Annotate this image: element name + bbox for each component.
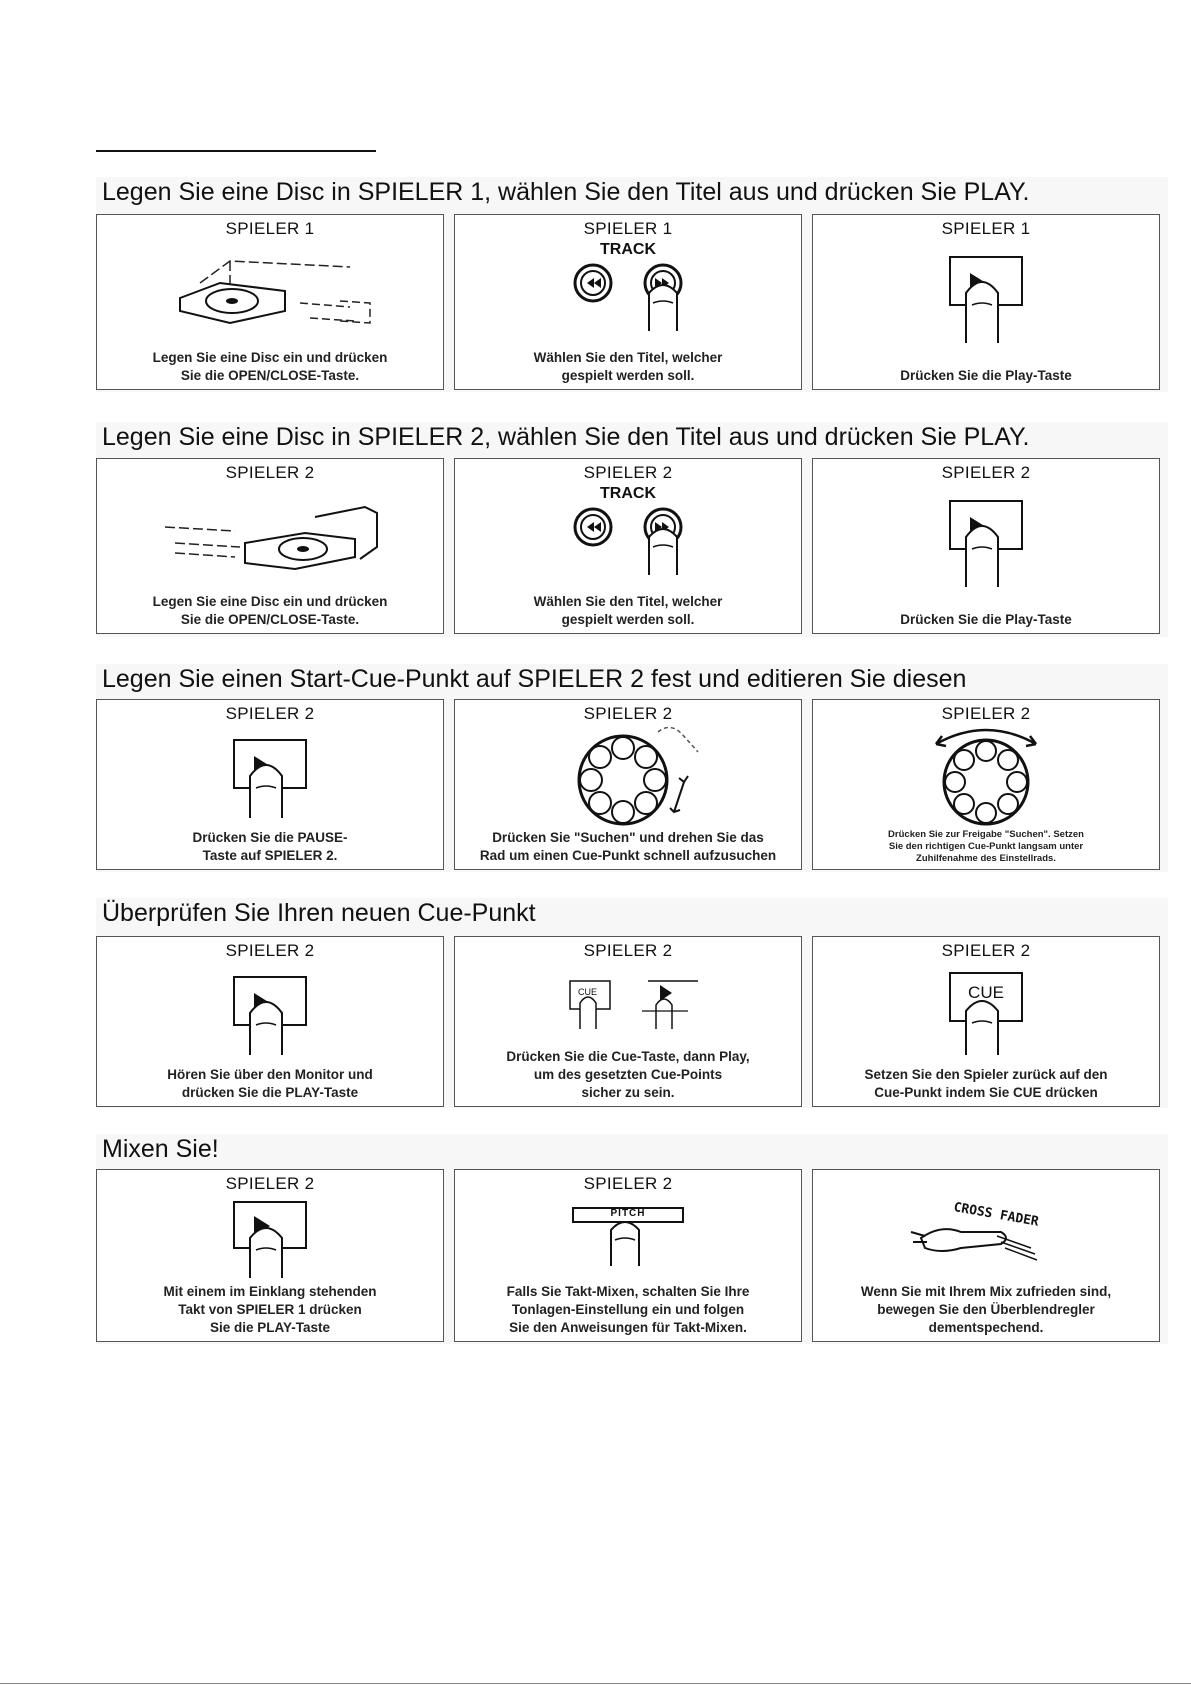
panel-title: SPIELER 2 <box>583 1174 673 1193</box>
section-5 <box>96 1134 1168 1344</box>
panel-caption: Drücken Sie die Play-Taste <box>900 368 1072 383</box>
panel <box>454 1169 802 1342</box>
panel-title: SPIELER 2 <box>941 941 1031 960</box>
panel-caption: Drücken Sie die Play-Taste <box>900 612 1072 627</box>
disc-tray-icon <box>97 487 443 582</box>
panel <box>812 458 1160 634</box>
section-title: Mixen Sie! <box>102 1135 219 1163</box>
panel <box>812 936 1160 1107</box>
play-button-icon <box>813 487 1159 587</box>
panel-title: SPIELER 2 <box>583 463 673 482</box>
panel-caption: Hören Sie über den Monitor und drücken Sie die PLAY-Taste <box>167 1067 373 1100</box>
panel-title: SPIELER 2 <box>225 941 315 960</box>
section-title: Legen Sie eine Disc in SPIELER 2, wählen Sie den Titel aus und drücken Sie PLAY. <box>102 423 1030 451</box>
bottom-rule <box>0 1683 1191 1684</box>
cue-play-icon <box>455 969 801 1039</box>
panel-title: SPIELER 2 <box>941 704 1031 723</box>
play-button-icon <box>813 243 1159 343</box>
panel-title: SPIELER 2 <box>225 1174 315 1193</box>
panel <box>96 936 444 1107</box>
panel-title: SPIELER 2 <box>583 704 673 723</box>
panel <box>454 214 802 390</box>
section-title: Legen Sie einen Start-Cue-Punkt auf SPIELER 2 fest und editieren Sie diesen <box>102 665 967 693</box>
section-3 <box>96 664 1168 872</box>
disc-tray-icon <box>97 243 443 338</box>
cue-button-icon <box>813 965 1159 1055</box>
panel-caption: Legen Sie eine Disc ein und drücken Sie die OPEN/CLOSE-Taste. <box>152 594 388 627</box>
track-label: TRACK <box>600 241 656 258</box>
panel-caption: Wählen Sie den Titel, welcher gespielt werden soll. <box>533 594 723 627</box>
panel <box>454 936 802 1107</box>
panel <box>812 699 1160 870</box>
section-1 <box>96 177 1168 392</box>
panel <box>96 699 444 870</box>
section-4 <box>96 898 1168 1108</box>
top-rule <box>96 150 376 152</box>
jog-wheel-icon <box>813 722 1159 830</box>
track-buttons-icon <box>455 241 801 331</box>
panel <box>454 458 802 634</box>
pitch-button-icon <box>455 1200 801 1266</box>
panel <box>812 1169 1160 1342</box>
panel-title: SPIELER 1 <box>583 219 673 238</box>
track-label: TRACK <box>600 485 656 502</box>
section-2 <box>96 422 1168 637</box>
panel-caption: Wählen Sie den Titel, welcher gespielt werden soll. <box>533 350 723 383</box>
panel-caption: Drücken Sie die Cue-Taste, dann Play, um des gesetzten Cue-Points sicher zu sein. <box>506 1049 750 1100</box>
panel-caption: Drücken Sie zur Freigabe "Suchen". Setzen Sie den richtigen Cue-Punkt langsam unter Zuhilfenahme des Einstellrads. <box>888 829 1084 864</box>
section-title: Überprüfen Sie Ihren neuen Cue-Punkt <box>102 899 536 927</box>
svg-text:CUE: CUE <box>578 987 598 997</box>
panel-caption: Drücken Sie "Suchen" und drehen Sie das Rad um einen Cue-Punkt schnell aufzusuchen <box>479 830 777 863</box>
panel-caption: Setzen Sie den Spieler zurück auf den Cue-Punkt indem Sie CUE drücken <box>864 1067 1108 1100</box>
jog-wheel-icon <box>455 722 801 830</box>
cue-label: CUE <box>968 983 1004 1002</box>
pitch-label: PITCH <box>610 1208 646 1219</box>
panel <box>812 214 1160 390</box>
cross-fader-label: CROSS FADER <box>952 1200 1040 1230</box>
panel-title: SPIELER 2 <box>225 704 315 723</box>
panel-caption: Drücken Sie die PAUSE- Taste auf SPIELER 2. <box>192 830 348 863</box>
panel <box>454 699 802 870</box>
panel-caption: Mit einem im Einklang stehenden Takt von SPIELER 1 drücken Sie die PLAY-Taste <box>163 1284 377 1335</box>
panel-title: SPIELER 2 <box>941 463 1031 482</box>
panel-caption: Wenn Sie mit Ihrem Mix zufrieden sind, bewegen Sie den Überblendregler dementspechend. <box>860 1284 1112 1335</box>
play-button-icon <box>97 965 443 1055</box>
panel <box>96 458 444 634</box>
cross-fader-icon <box>813 1198 1159 1268</box>
panel-caption: Falls Sie Takt-Mixen, schalten Sie Ihre Tonlagen-Einstellung ein und folgen Sie den Anweisungen für Takt-Mixen. <box>506 1284 750 1335</box>
panel-title: SPIELER 2 <box>225 463 315 482</box>
panel-caption: Legen Sie eine Disc ein und drücken Sie die OPEN/CLOSE-Taste. <box>152 350 388 383</box>
panel <box>96 214 444 390</box>
play-button-icon <box>97 1198 443 1278</box>
panel-title: SPIELER 1 <box>941 219 1031 238</box>
section-title: Legen Sie eine Disc in SPIELER 1, wählen Sie den Titel aus und drücken Sie PLAY. <box>102 178 1030 206</box>
track-buttons-icon <box>455 485 801 575</box>
panel <box>96 1169 444 1342</box>
panel-title: SPIELER 2 <box>583 941 673 960</box>
play-button-icon <box>97 728 443 818</box>
panel-title: SPIELER 1 <box>225 219 315 238</box>
